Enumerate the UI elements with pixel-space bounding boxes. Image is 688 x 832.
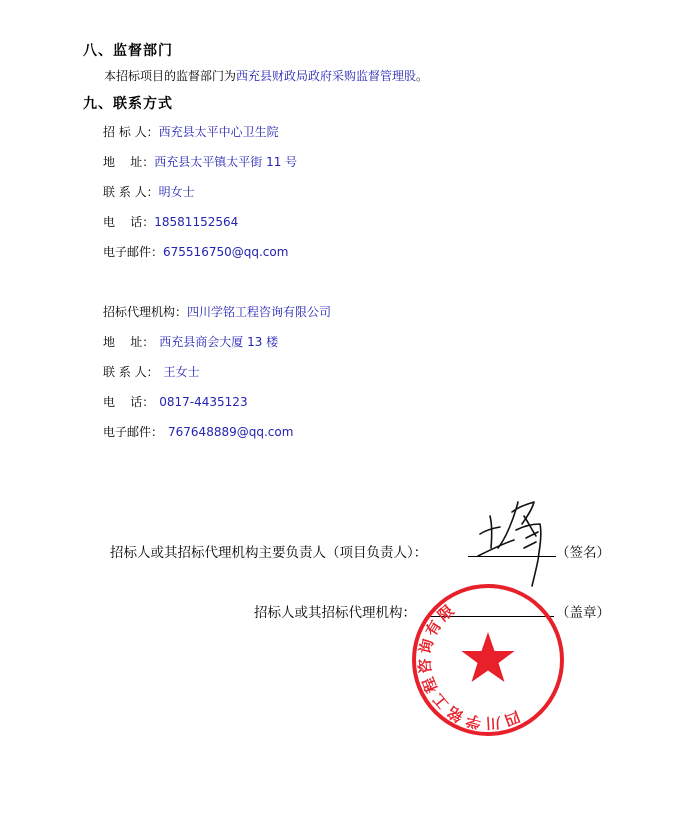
tenderer-contact-row — [103, 183, 195, 200]
organization-label: 招标人或其招标代理机构： — [254, 605, 416, 621]
seal-text: 四川学铭工程咨询有限公司 — [415, 599, 523, 733]
para-suffix: 。 — [416, 69, 429, 83]
para-prefix: 本招标项目的监督部门为 — [104, 69, 237, 83]
tenderer-contact-label: 联 系 人： — [103, 185, 159, 199]
agency-phone-row — [103, 393, 248, 410]
tenderer-phone-label: 电 话： — [103, 215, 155, 229]
agency-phone-label: 电 话： — [103, 395, 155, 409]
section-9-heading: 九、联系方式 — [83, 96, 173, 112]
tenderer-name-label: 招 标 人： — [103, 125, 159, 139]
handwritten-signature — [476, 490, 566, 590]
tenderer-email-row — [103, 243, 288, 260]
seal-star-icon — [461, 632, 514, 682]
tenderer-email-label: 电子邮件： — [103, 245, 164, 259]
tenderer-contact: 明女士 — [158, 185, 195, 199]
section-8-heading: 八、监督部门 — [83, 43, 173, 59]
agency-email[interactable]: 767648889@qq.com — [168, 425, 294, 439]
agency-name-row — [103, 303, 331, 320]
company-seal — [408, 580, 568, 740]
tenderer-address-row — [103, 153, 297, 170]
signer-label: 招标人或其招标代理机构主要负责人（项目负责人）： — [110, 545, 428, 561]
agency-address-label: 地 址： — [103, 335, 155, 349]
tenderer-address: 西充县太平镇太平街 11 号 — [154, 155, 298, 169]
tenderer-email[interactable]: 675516750@qq.com — [163, 245, 289, 259]
agency-contact-row — [103, 363, 200, 380]
agency-address-row — [103, 333, 278, 350]
tenderer-phone-row — [103, 213, 238, 230]
section-8-paragraph — [104, 67, 428, 84]
tenderer-phone: 18581152564 — [154, 215, 239, 229]
tenderer-name-row — [103, 123, 279, 140]
agency-address: 西充县商会大厦 13 楼 — [159, 335, 279, 349]
agency-email-label: 电子邮件： — [103, 425, 164, 439]
agency-email-row — [103, 423, 293, 440]
tenderer-address-label: 地 址： — [103, 155, 155, 169]
seal-suffix: （盖章） — [556, 605, 610, 621]
agency-contact: 王女士 — [163, 365, 200, 379]
agency-name: 四川学铭工程咨询有限公司 — [187, 305, 332, 319]
supervision-dept: 西充县财政局政府采购监督管理股 — [236, 69, 417, 83]
signature-suffix: （签名） — [556, 545, 610, 561]
agency-phone: 0817-4435123 — [159, 395, 248, 409]
agency-contact-label: 联 系 人： — [103, 365, 159, 379]
agency-name-label: 招标代理机构： — [103, 305, 188, 319]
tenderer-name: 西充县太平中心卫生院 — [158, 125, 279, 139]
